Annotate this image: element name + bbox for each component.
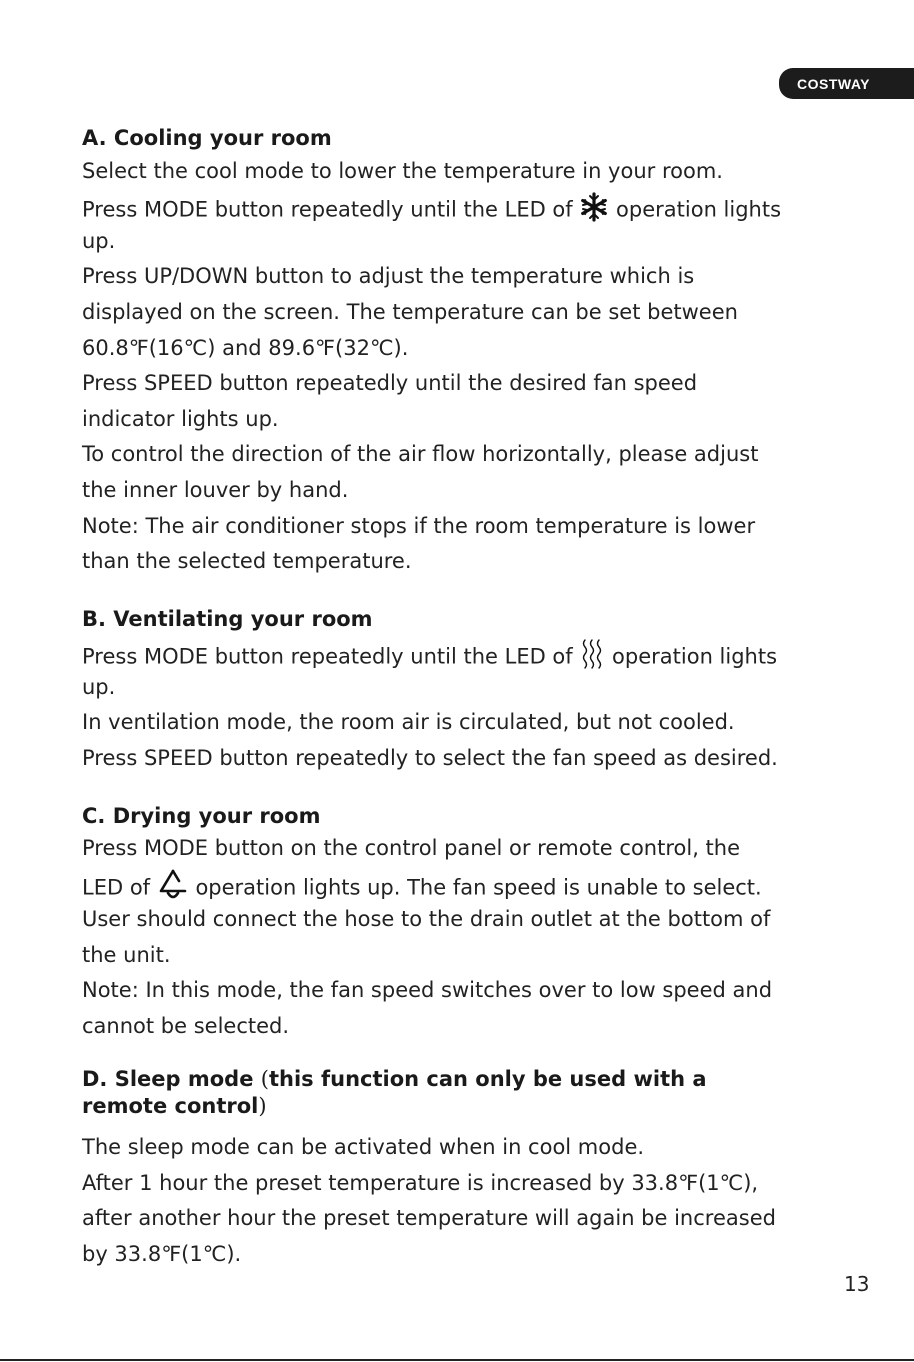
text-run: Press MODE button repeatedly until the LED of bbox=[82, 197, 573, 222]
section-d-line: After 1 hour the preset temperature is increased by 33.8℉(1℃), bbox=[82, 1171, 759, 1195]
open-parenthesis: ( bbox=[260, 1067, 269, 1091]
section-a-line: Select the cool mode to lower the temperature in your room. bbox=[82, 159, 723, 183]
snowflake-icon bbox=[579, 192, 609, 229]
section-c-line: Press MODE button on the control panel or remote control, the bbox=[82, 836, 741, 860]
section-a-line: up. bbox=[82, 229, 116, 253]
section-a-line: than the selected temperature. bbox=[82, 549, 412, 573]
section-c-line: cannot be selected. bbox=[82, 1014, 290, 1038]
section-a-line: displayed on the screen. The temperature can be set between bbox=[82, 300, 738, 324]
page-number: 13 bbox=[844, 1272, 870, 1296]
text-run: operation lights up. The fan speed is unable to select. bbox=[195, 875, 762, 900]
section-a-line: Press UP/DOWN button to adjust the temperature which is bbox=[82, 264, 695, 288]
section-c-heading: C. Drying your room bbox=[82, 804, 321, 828]
section-b-line: up. bbox=[82, 675, 116, 699]
section-d-line: by 33.8℉(1℃). bbox=[82, 1242, 242, 1266]
section-c-line: User should connect the hose to the drain outlet at the bottom of bbox=[82, 907, 771, 931]
section-d-line: The sleep mode can be activated when in cool mode. bbox=[82, 1135, 645, 1159]
section-b-heading: B. Ventilating your room bbox=[82, 607, 373, 631]
section-d-heading bbox=[82, 1066, 707, 1092]
section-b-line bbox=[82, 638, 777, 677]
text-run: operation lights bbox=[616, 197, 782, 222]
section-a-line: the inner louver by hand. bbox=[82, 478, 349, 502]
bottom-divider bbox=[0, 1359, 914, 1361]
section-a-line: indicator lights up. bbox=[82, 407, 279, 431]
section-a-line: Press SPEED button repeatedly until the desired fan speed bbox=[82, 371, 698, 395]
heading-text: remote control bbox=[82, 1094, 259, 1118]
section-a-heading: A. Cooling your room bbox=[82, 126, 332, 150]
section-b-line: Press SPEED button repeatedly to select the fan speed as desired. bbox=[82, 746, 778, 770]
section-d-line: after another hour the preset temperature will again be increased bbox=[82, 1206, 776, 1230]
section-a-line: To control the direction of the air flow horizontally, please adjust bbox=[82, 442, 759, 466]
text-run: Press MODE button repeatedly until the LED of bbox=[82, 644, 573, 669]
section-c-line bbox=[82, 869, 762, 908]
close-parenthesis: ) bbox=[258, 1094, 267, 1118]
section-a-line: Note: The air conditioner stops if the room temperature is lower bbox=[82, 514, 756, 538]
section-a-line: 60.8℉(16℃) and 89.6℉(32℃). bbox=[82, 336, 409, 360]
water-drop-icon bbox=[157, 869, 189, 908]
text-run: LED of bbox=[82, 875, 151, 900]
section-d-heading-continued bbox=[82, 1093, 267, 1119]
section-c-line: the unit. bbox=[82, 943, 171, 967]
brand-logo-badge bbox=[779, 68, 914, 99]
brand-name: COSTWAY bbox=[797, 75, 870, 92]
heading-text: D. Sleep mode bbox=[82, 1067, 254, 1091]
section-c-line: Note: In this mode, the fan speed switches over to low speed and bbox=[82, 978, 773, 1002]
section-b-line: In ventilation mode, the room air is circulated, but not cooled. bbox=[82, 710, 735, 734]
airflow-waves-icon bbox=[579, 638, 605, 677]
section-a-line bbox=[82, 192, 781, 229]
heading-text: this function can only be used with a bbox=[268, 1067, 707, 1091]
text-run: operation lights bbox=[612, 644, 778, 669]
